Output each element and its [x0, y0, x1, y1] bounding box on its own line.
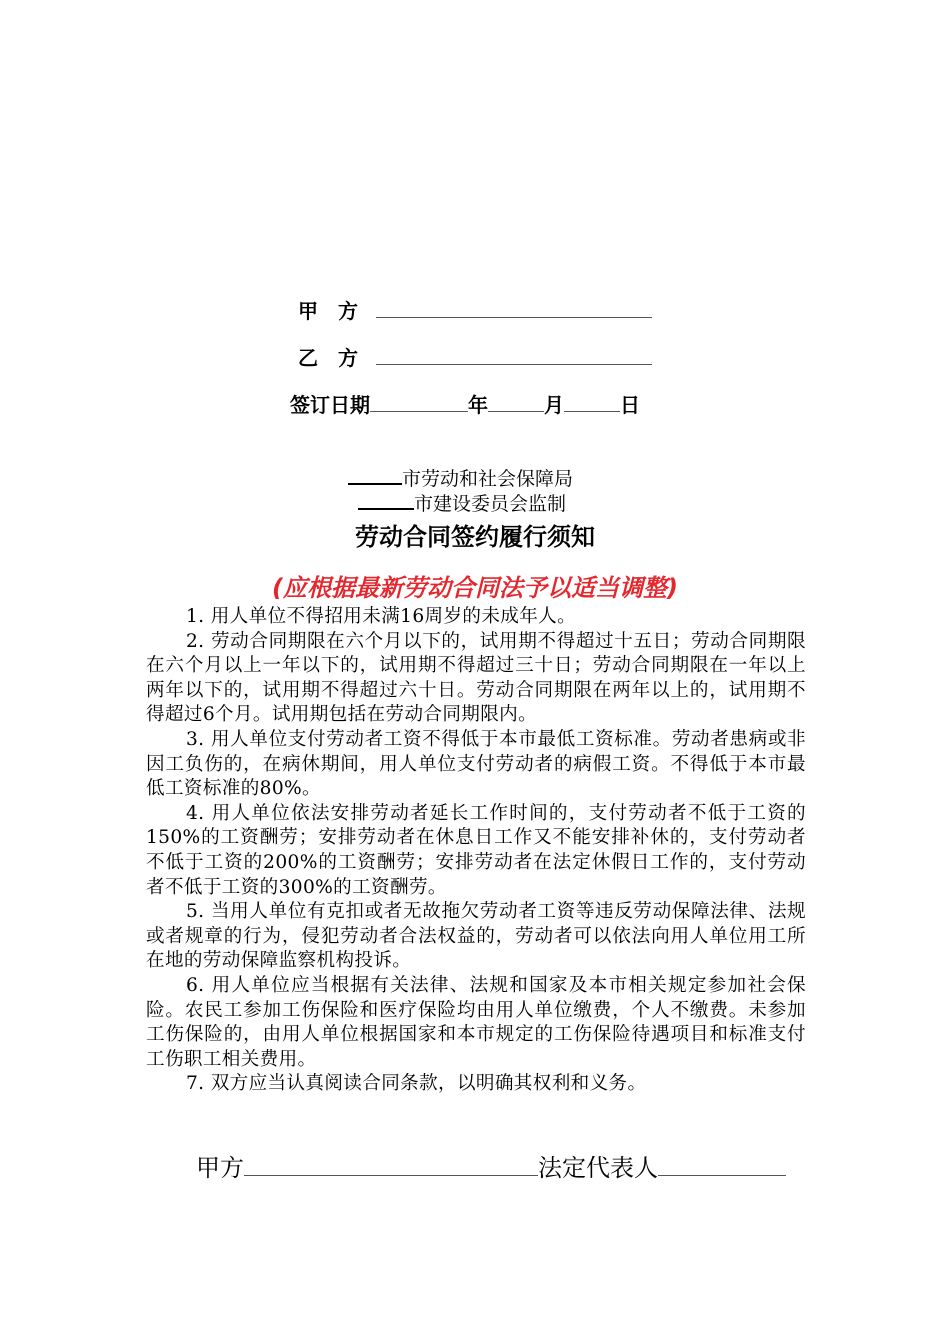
construction-committee-text: 市建设委员会监制: [414, 493, 567, 515]
labor-bureau-line: [348, 464, 573, 491]
clause-item: 2. 劳动合同期限在六个月以下的，试用期不得超过十五日；劳动合同期限在六个月以上一年以下的，试用期不得超过三十日；劳动合同期限在一年以上两年以下的，试用期不得超过六十日。劳动合同期限在两年以上的，试用期不得超过6个月。试用期包括在劳动合同期限内。: [146, 630, 806, 726]
legal-rep-blank[interactable]: [658, 1151, 786, 1176]
city-blank-1[interactable]: [348, 464, 402, 485]
party-b-blank[interactable]: [376, 344, 652, 365]
adjustment-note: (应根据最新劳动合同法予以适当调整): [272, 574, 678, 602]
signature-row: [196, 1151, 786, 1183]
day-label: 日: [620, 393, 640, 417]
month-blank[interactable]: [488, 391, 544, 412]
sign-date-label: 签订日期: [290, 393, 370, 417]
party-b-row: [298, 344, 652, 371]
clause-list: [146, 605, 806, 1097]
clause-item: 7. 双方应当认真阅读合同条款，以明确其权利和义务。: [186, 1073, 647, 1095]
sign-date-row: [290, 391, 640, 418]
clause-item: 4. 用人单位依法安排劳动者延长工作时间的，支付劳动者不低于工资的150%的工资酬劳；安排劳动者在休息日工作又不能安排补休的，支付劳动者不低于工资的200%的工资酬劳；安排劳动者在法定休假日工作的，支付劳动者不低于工资的300%的工资酬劳。: [146, 802, 806, 898]
signature-party-a-label: 甲方: [196, 1154, 244, 1182]
clause-item: 6. 用人单位应当根据有关法律、法规和国家及本市相关规定参加社会保险。农民工参加工伤保险和医疗保险均由用人单位缴费，个人不缴费。未参加工伤保险的，由用人单位根据国家和本市规定的工伤保险待遇项目和标准支付工伤职工相关费用。: [146, 974, 806, 1070]
city-blank-2[interactable]: [358, 489, 414, 510]
party-a-row: [298, 297, 652, 324]
construction-committee-line: [358, 489, 566, 516]
document-title: 劳动合同签约履行须知: [355, 523, 595, 551]
year-blank[interactable]: [370, 391, 468, 412]
signature-party-a-blank[interactable]: [244, 1151, 538, 1176]
party-a-label: 甲 方: [298, 299, 358, 323]
labor-bureau-text: 市劳动和社会保障局: [402, 468, 574, 490]
legal-rep-label: 法定代表人: [538, 1154, 658, 1182]
year-label: 年: [468, 393, 488, 417]
party-b-label: 乙 方: [298, 346, 358, 370]
party-a-blank[interactable]: [376, 297, 652, 318]
clause-item: 1. 用人单位不得招用未满16周岁的未成年人。: [186, 606, 577, 627]
day-blank[interactable]: [564, 391, 620, 412]
month-label: 月: [544, 393, 564, 417]
clause-item: 3. 用人单位支付劳动者工资不得低于本市最低工资标准。劳动者患病或非因工负伤的，在病休期间，用人单位支付劳动者的病假工资。不得低于本市最低工资标准的80%。: [146, 728, 806, 800]
clause-item: 5. 当用人单位有克扣或者无故拖欠劳动者工资等违反劳动保障法律、法规或者规章的行为，侵犯劳动者合法权益的，劳动者可以依法向用人单位用工所在地的劳动保障监察机构投诉。: [146, 901, 806, 972]
